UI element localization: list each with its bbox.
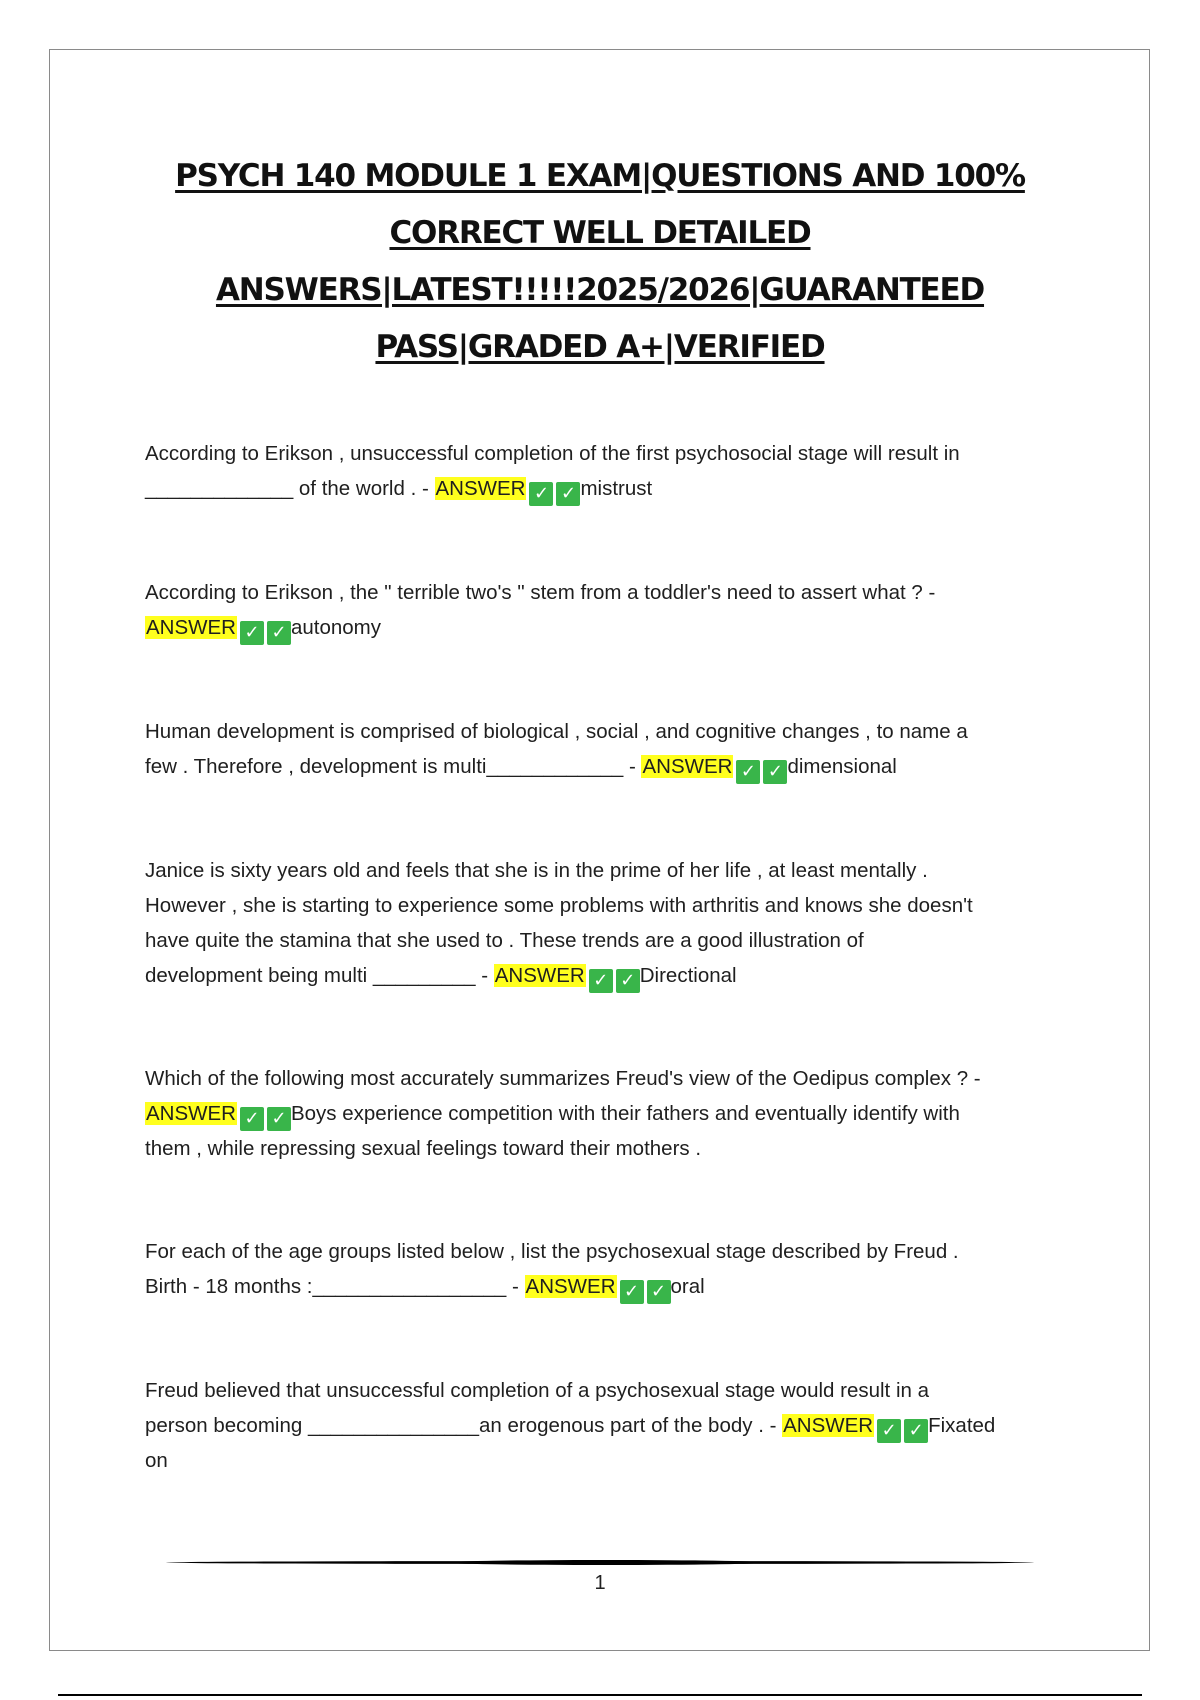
answer-text: them , while repressing sexual feelings toward their mothers . xyxy=(145,1137,702,1160)
title-line-1: PSYCH 140 MODULE 1 EXAM|QUESTIONS AND 100% xyxy=(175,158,1025,194)
question-text: According to Erikson , unsuccessful completion of the first psychosocial stage will result in xyxy=(145,442,960,465)
check-icon: ✓ xyxy=(763,760,787,784)
title-line-2: CORRECT WELL DETAILED xyxy=(389,215,811,251)
title-line-3: ANSWERS|LATEST!!!!!2025/2026|GUARANTEED xyxy=(215,272,985,308)
question-item xyxy=(145,575,1065,645)
answer-tag: ANSWER xyxy=(642,755,733,778)
question-item xyxy=(145,853,1065,993)
answer-tag: ANSWER xyxy=(146,1102,236,1125)
document-title xyxy=(120,148,1080,376)
answer-text: dimensional xyxy=(787,755,897,778)
question-item xyxy=(145,436,1065,506)
answer-tag: ANSWER xyxy=(435,477,526,500)
page-bottom-divider xyxy=(58,1694,1142,1696)
answer-tag: ANSWER xyxy=(146,616,236,639)
page-number: 1 xyxy=(594,1572,606,1594)
answer-text: autonomy xyxy=(290,616,382,639)
answer-text: on xyxy=(145,1449,168,1472)
question-text: Birth - 18 months :_________________ - xyxy=(145,1275,525,1298)
question-text: _____________ of the world . - xyxy=(145,477,435,500)
footer-divider xyxy=(166,1561,1034,1564)
question-item xyxy=(145,1234,1065,1304)
question-item xyxy=(145,1373,1065,1478)
check-icon: ✓ xyxy=(240,1107,264,1131)
question-text: have quite the stamina that she used to . These trends are a good illustration of xyxy=(145,929,864,952)
answer-text: Boys experience competition with their fathers and eventually identify with xyxy=(290,1102,960,1125)
question-text: For each of the age groups listed below , list the psychosexual stage described by Freud . xyxy=(145,1240,959,1263)
title-line-4: PASS|GRADED A+|VERIFIED xyxy=(375,329,825,365)
question-text: Human development is comprised of biological , social , and cognitive changes , to name a xyxy=(145,720,968,743)
check-icon: ✓ xyxy=(589,969,613,993)
answer-text: Directional xyxy=(639,964,737,987)
question-text: According to Erikson , the " terrible two's " stem from a toddler's need to assert what ? - xyxy=(145,581,936,604)
question-text: development being multi _________ - xyxy=(145,964,494,987)
question-item xyxy=(145,714,1065,784)
question-text: Janice is sixty years old and feels that she is in the prime of her life , at least mentally . xyxy=(145,859,928,882)
check-icon: ✓ xyxy=(616,969,640,993)
check-icon: ✓ xyxy=(267,621,291,645)
check-icon: ✓ xyxy=(240,621,264,645)
check-icon: ✓ xyxy=(529,482,553,506)
question-text: However , she is starting to experience some problems with arthritis and knows she doesn't xyxy=(145,894,973,917)
check-icon: ✓ xyxy=(904,1419,928,1443)
answer-text: Fixated xyxy=(928,1414,996,1437)
question-text: few . Therefore , development is multi____________ - xyxy=(145,755,642,778)
question-text: person becoming _______________an erogenous part of the body . - xyxy=(145,1414,783,1437)
check-icon: ✓ xyxy=(620,1280,644,1304)
question-text: Which of the following most accurately summarizes Freud's view of the Oedipus complex ? - xyxy=(145,1067,981,1090)
answer-tag: ANSWER xyxy=(494,964,585,987)
check-icon: ✓ xyxy=(647,1280,671,1304)
check-icon: ✓ xyxy=(556,482,580,506)
answer-tag: ANSWER xyxy=(525,1275,616,1298)
answer-text: oral xyxy=(670,1275,705,1298)
question-item xyxy=(145,1061,1065,1166)
check-icon: ✓ xyxy=(736,760,760,784)
check-icon: ✓ xyxy=(267,1107,291,1131)
answer-text: mistrust xyxy=(580,477,653,500)
check-icon: ✓ xyxy=(877,1419,901,1443)
answer-tag: ANSWER xyxy=(783,1414,874,1437)
question-text: Freud believed that unsuccessful completion of a psychosexual stage would result in a xyxy=(145,1379,930,1402)
